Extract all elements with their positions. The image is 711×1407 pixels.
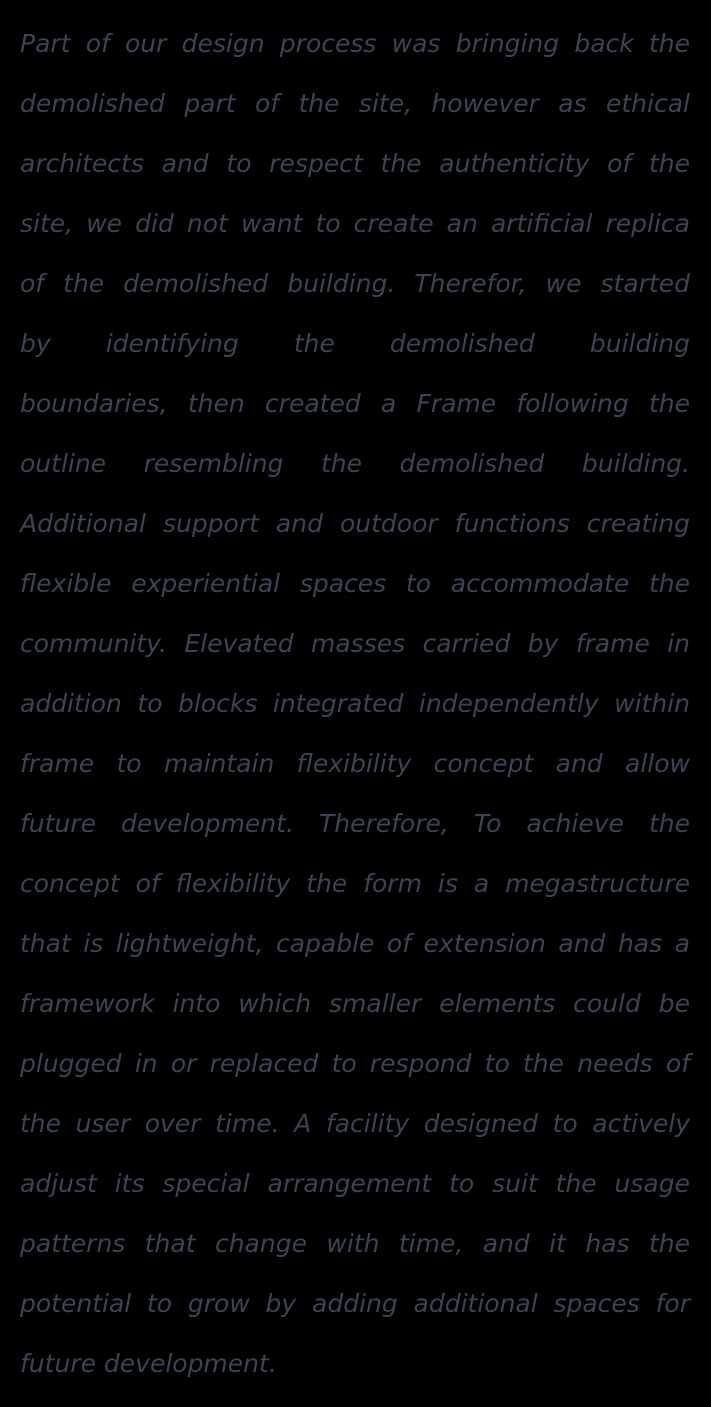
paragraph-line-8: outline resembling the demolished building. — [20, 449, 690, 478]
paragraph-line-17: framework into which smaller elements could be — [20, 989, 690, 1018]
paragraph-line-2: demolished part of the site, however as ethical — [20, 89, 690, 118]
paragraph-line-11: community. Elevated masses carried by frame in — [20, 629, 690, 658]
paragraph-line-13: frame to maintain flexibility concept and allow — [20, 749, 690, 778]
paragraph-line-19: the user over time. A facility designed to actively — [20, 1109, 690, 1138]
paragraph-line-18: plugged in or replaced to respond to the needs of — [20, 1049, 690, 1078]
paragraph-line-14: future development. Therefore, To achieve the — [20, 809, 690, 838]
paragraph-line-21: patterns that change with time, and it has the — [20, 1229, 690, 1258]
paragraph-line-20: adjust its special arrangement to suit the usage — [20, 1169, 690, 1198]
body-paragraph — [20, 14, 690, 1394]
paragraph-line-15: concept of flexibility the form is a megastructure — [20, 869, 690, 898]
paragraph-line-12: addition to blocks integrated independently within — [20, 689, 690, 718]
paragraph-line-7: boundaries, then created a Frame following the — [20, 389, 690, 418]
paragraph-line-6: by identifying the demolished building — [20, 329, 690, 358]
paragraph-line-3: architects and to respect the authenticity of the — [20, 149, 690, 178]
paragraph-line-10: flexible experiential spaces to accommodate the — [20, 569, 690, 598]
paragraph-line-9: Additional support and outdoor functions creating — [20, 509, 690, 538]
paragraph-line-22: potential to grow by adding additional spaces for — [20, 1289, 690, 1318]
paragraph-line-23: future development. — [20, 1349, 277, 1378]
paragraph-line-1: Part of our design process was bringing back the — [20, 29, 690, 58]
paragraph-line-4: site, we did not want to create an artificial replica — [20, 209, 690, 238]
paragraph-line-5: of the demolished building. Therefor, we started — [20, 269, 690, 298]
paragraph-line-16: that is lightweight, capable of extension and has a — [20, 929, 690, 958]
